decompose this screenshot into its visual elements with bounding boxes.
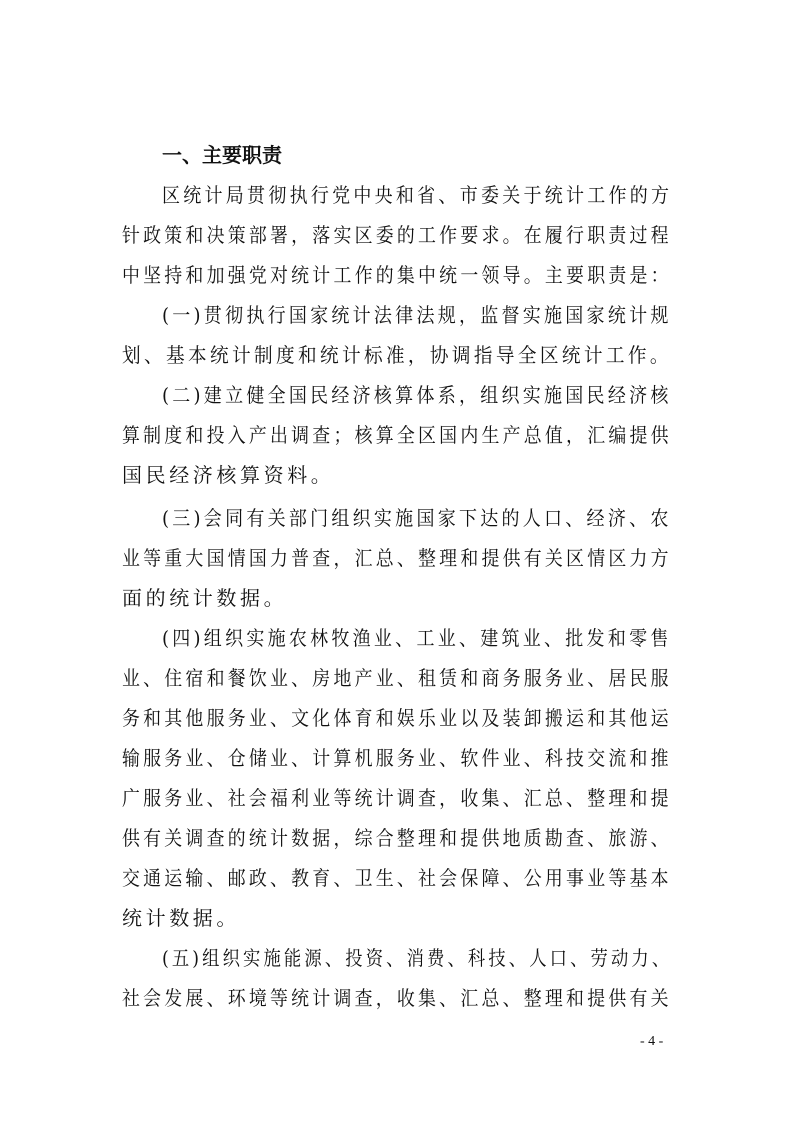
paragraph-line: 业、住宿和餐饮业、房地产业、租赁和商务服务业、居民服 [122, 666, 672, 690]
paragraph-line: 中坚持和加强党对统计工作的集中统一领导。主要职责是： [122, 263, 672, 287]
paragraph-line: 供有关调查的统计数据，综合整理和提供地质勘查、旅游、 [122, 826, 672, 850]
paragraph-line: 面的统计数据。 [122, 586, 288, 610]
section-heading: 一、主要职责 [162, 143, 282, 167]
paragraph-line: 输服务业、仓储业、计算机服务业、软件业、科技交流和推 [122, 746, 672, 770]
paragraph-line: 社会发展、环境等统计调查，收集、汇总、整理和提供有关 [122, 986, 672, 1010]
paragraph-line: (二)建立健全国民经济核算体系，组织实施国民经济核 [162, 383, 672, 407]
paragraph-line: 务和其他服务业、文化体育和娱乐业以及装卸搬运和其他运 [122, 706, 672, 730]
paragraph-line: 划、基本统计制度和统计标准，协调指导全区统计工作。 [122, 343, 672, 367]
paragraph-line: 针政策和决策部署，落实区委的工作要求。在履行职责过程 [122, 223, 672, 247]
paragraph-line: 交通运输、邮政、教育、卫生、社会保障、公用事业等基本 [122, 866, 672, 890]
page-number: - 4 - [640, 1034, 664, 1049]
paragraph-line: 广服务业、社会福利业等统计调查，收集、汇总、整理和提 [122, 786, 672, 810]
paragraph-line: (四)组织实施农林牧渔业、工业、建筑业、批发和零售 [162, 626, 672, 650]
paragraph-line: (一)贯彻执行国家统计法律法规，监督实施国家统计规 [162, 303, 672, 327]
paragraph-line: 国民经济核算资料。 [122, 463, 335, 487]
paragraph-line: (五)组织实施能源、投资、消费、科技、人口、劳动力、 [162, 946, 673, 970]
paragraph-line: 统计数据。 [122, 906, 240, 930]
paragraph-line: 算制度和投入产出调查；核算全区国内生产总值，汇编提供 [122, 423, 672, 447]
paragraph-line: 区统计局贯彻执行党中央和省、市委关于统计工作的方 [162, 183, 673, 207]
paragraph-line: 业等重大国情国力普查，汇总、整理和提供有关区情区力方 [122, 546, 672, 570]
paragraph-line: (三)会同有关部门组织实施国家下达的人口、经济、农 [162, 506, 672, 530]
